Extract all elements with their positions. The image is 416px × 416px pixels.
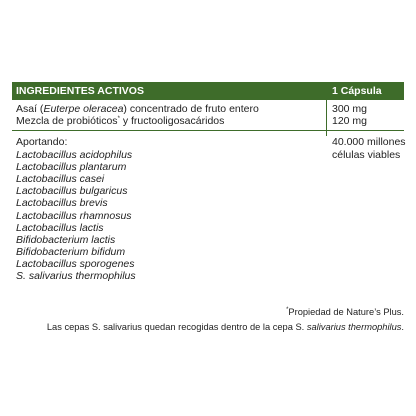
species-list xyxy=(12,149,404,283)
latin-name: Euterpe oleracea xyxy=(43,103,124,115)
latin-name: salivarius thermophilus xyxy=(306,322,402,332)
species-item: Bifidobacterium bifidum xyxy=(16,246,126,259)
header-serving-label: 1 Cápsula xyxy=(332,85,382,97)
species-item: Lactobacillus plantarum xyxy=(16,160,127,173)
species-item: Lactobacillus bulgaricus xyxy=(16,185,128,198)
providing-row xyxy=(12,136,404,148)
table-header xyxy=(12,82,404,100)
species-item: Lactobacillus brevis xyxy=(16,197,108,210)
footnote-proprietary: *Propiedad de Nature’s Plus. xyxy=(286,307,404,317)
species-item: Lactobacillus sporogenes xyxy=(16,258,135,271)
providing-amount-line1: 40.000 millones xyxy=(332,136,406,149)
header-ingredients-label: INGREDIENTES ACTIVOS xyxy=(16,85,144,97)
species-item: Lactobacillus lactis xyxy=(16,221,104,234)
species-item: Bifidobacterium lactis xyxy=(16,233,116,246)
ingredient-name: Mezcla de probióticos* y fructooligosacáridos xyxy=(16,115,225,128)
ingredient-amount: 300 mg xyxy=(332,103,368,115)
species-item: Lactobacillus rhamnosus xyxy=(16,209,132,222)
footnote-mark: * xyxy=(286,307,289,313)
ingredient-row-acai xyxy=(12,103,404,115)
ingredient-row-probiotics xyxy=(12,115,404,127)
supplement-facts-table xyxy=(12,82,404,283)
ingredient-amount: 120 mg xyxy=(332,115,368,128)
species-item: Lactobacillus casei xyxy=(16,172,105,185)
ingredient-name: Asaí (Euterpe oleracea) concentrado de fruto entero xyxy=(16,103,259,115)
footnote-mark: * xyxy=(117,116,120,123)
species-item: Lactobacillus acidophilus células viables xyxy=(16,148,401,161)
providing-label: Aportando: xyxy=(16,136,68,149)
providing-amount-line2: células viables xyxy=(332,148,401,161)
footnote-strains: Las cepas S. salivarius quedan recogidas dentro de la cepa S. salivarius thermophilus. xyxy=(46,322,404,332)
species-item: S. salivarius thermophilus xyxy=(16,270,136,283)
